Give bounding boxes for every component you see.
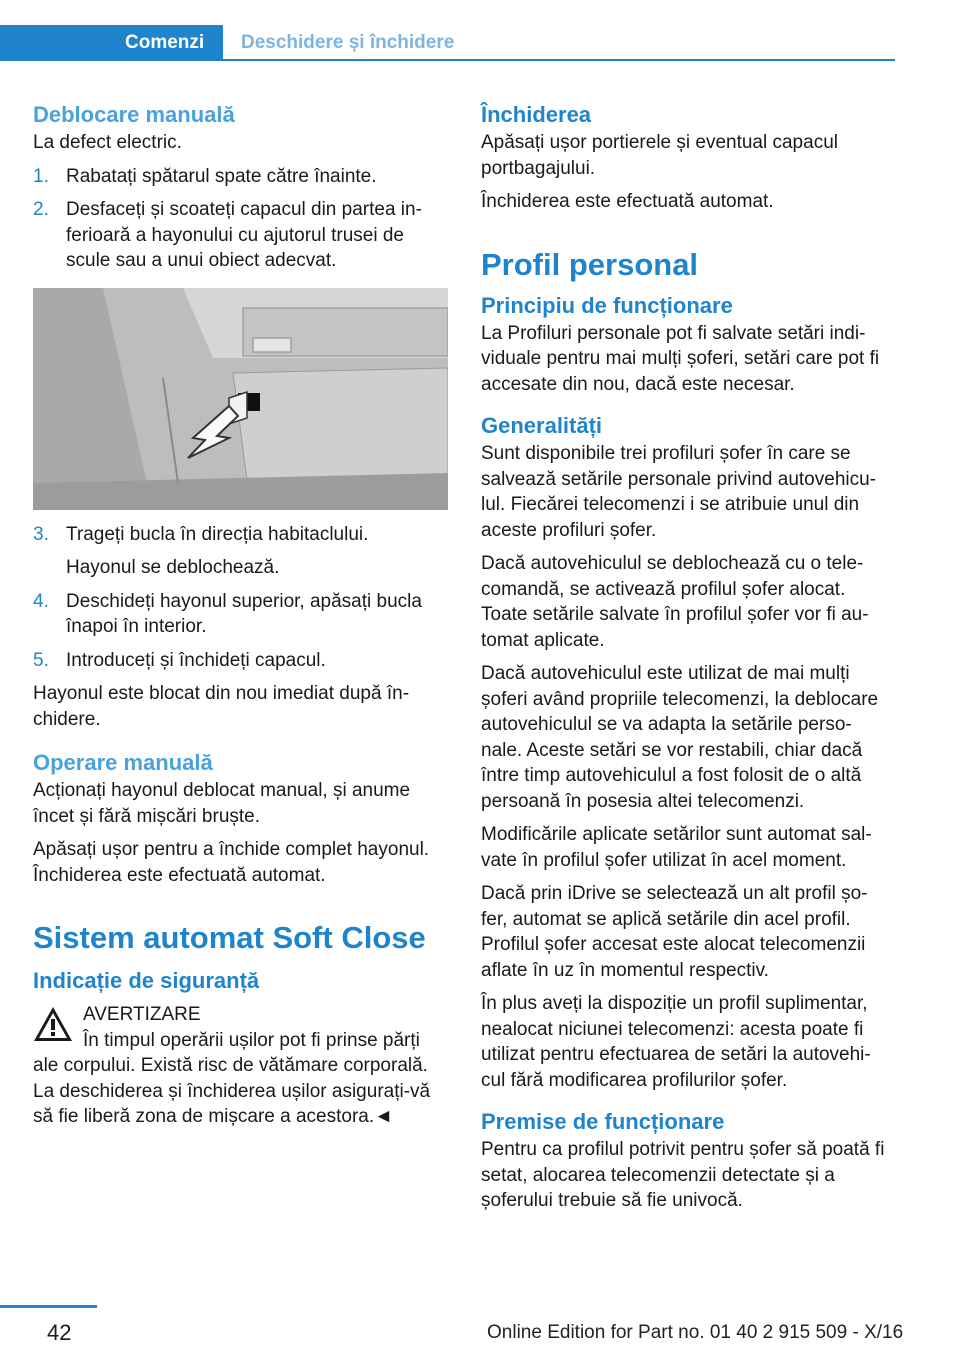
step-5 [33,648,448,674]
heading-premise: Premise de funcționare [481,1109,725,1134]
step-text: Desfaceți și scoateți capacul din partea in‐ ferioară a hayonului cu ajutorul trusei de scule sau a unui obiect adecvat. [66,199,422,271]
warning-icon [33,1006,73,1050]
step-text: Introduceți și închideți capacul. [66,649,326,671]
heading-generalitati: Generalități [481,413,603,438]
text-premise: Pentru ca profilul potrivit pentru șofer să poată fi setat, alocarea telecomenzii detectate și a șoferului trebuie să fie univocă. [481,1139,885,1211]
step-2 [33,197,448,274]
right-column [481,100,895,1222]
text-operare-2: Apăsați ușor pentru a închide complet hayonul. Închiderea este efectuată automat. [33,839,430,886]
tab-deschidere[interactable]: Deschidere și închidere [241,32,455,53]
edition-note: Online Edition for Part no. 01 40 2 915 509 - X/16 [487,1322,904,1343]
text-principiu: La Profiluri personale pot fi salvate setări indi‐ viduale pentru mai mulți șoferi, setări care pot fi accesate din nou, dacă este necesar. [481,322,880,395]
warning-text: În timpul operării ușilor pot fi prinse părți ale corpului. Există risc de vătămare corporală. La deschiderea și închiderea ușilor asigurați-vă să fie liberă zona de mișcare a acestora.◄ [33,1029,431,1127]
heading-soft-close: Sistem automat Soft Close [33,920,426,955]
text-inchiderea-2: Închiderea este efectuată automat. [481,191,774,212]
text-hayon-blocat: Hayonul este blocat din nou imediat după în‐ chidere. [33,683,410,730]
text-defect: La defect electric. [33,132,182,153]
trunk-photo [33,288,448,510]
step-number: 5. [33,649,49,671]
text-generalitati-2: Dacă autovehiculul se deblochează cu o tele‐ comandă, se activează profilul șofer alocat. Toate setările salvate în profilul șofer vor fi au‐ tomat aplicate. [481,553,869,651]
text-generalitati-5: Dacă prin iDrive se selectează un alt profil șo‐ fer, automat se aplică setările din acel profil. Profilul șofer accesat este alocat telecomenzii aflate în uz în momentul respectiv. [481,883,868,981]
tab-comenzi[interactable] [0,25,223,61]
left-column [33,100,448,1138]
heading-profil: Profil personal [481,246,699,282]
heading-principiu: Principiu de funcționare [481,292,733,318]
steps-list-3 [33,589,448,674]
step-number: 3. [33,523,49,545]
header-divider [223,59,895,61]
step-number: 4. [33,590,49,612]
step-text: Trageți bucla în direcția habitaclului. [66,523,369,545]
steps-list-1 [33,164,448,274]
text-generalitati-4: Modificările aplicate setărilor sunt automat sal‐ vate în profilul șofer utilizat în acel moment. [481,824,872,871]
text-generalitati-6: În plus aveți la dispoziție un profil suplimentar, nealocat niciunei telecomenzi: acesta poate fi utilizat pentru efectuarea de setări la autovehi‐ cul fără modificarea profilurilor șofer. [481,993,871,1091]
footer-divider [0,1305,97,1308]
heading-inchiderea: Închiderea [481,102,592,127]
text-inchiderea-1: Apăsați ușor portierele și eventual capacul portbagajului. [481,132,838,179]
text-generalitati-3: Dacă autovehiculul este utilizat de mai mulți șoferi având propriile telecomenzi, la deblocare autovehiculul se va adapta la setările perso‐ nale. Aceste setări se vor restabili, chiar dacă între timp autovehiculul a fost folosit de o altă persoană în posesia altei telecomenzi. [481,663,879,812]
step-number: 1. [33,165,49,187]
steps-list-2 [33,522,448,548]
step-1 [33,164,448,190]
trunk-illustration [33,288,448,510]
text-operare-1: Acționați hayonul deblocat manual, și anume încet și fără mișcări bruște. [33,780,411,827]
step-4 [33,589,448,640]
step-number: 2. [33,199,49,220]
warning-title: AVERTIZARE [83,1004,201,1025]
step-3-result: Hayonul se deblochează. [66,557,280,578]
warning-block [33,1002,448,1028]
tab-comenzi-label: Comenzi [125,32,205,53]
page-number: 42 [47,1320,72,1345]
step-text: Deschideți hayonul superior, apăsați bucla înapoi în interior. [66,590,422,637]
header-tabbar [0,25,895,63]
step-3 [33,522,448,548]
text-generalitati-1: Sunt disponibile trei profiluri șofer în care se salvează setările personale privind autovehicu‐ lul. Fiecărei telecomenzi i se atribuie unul din aceste profiluri șofer. [481,443,877,541]
heading-operare: Operare manuală [33,750,213,775]
step-text: Rabatați spătarul spate către înainte. [66,165,377,187]
heading-deblocare: Deblocare manuală [33,102,235,127]
heading-siguranta: Indicație de siguranță [33,968,260,993]
